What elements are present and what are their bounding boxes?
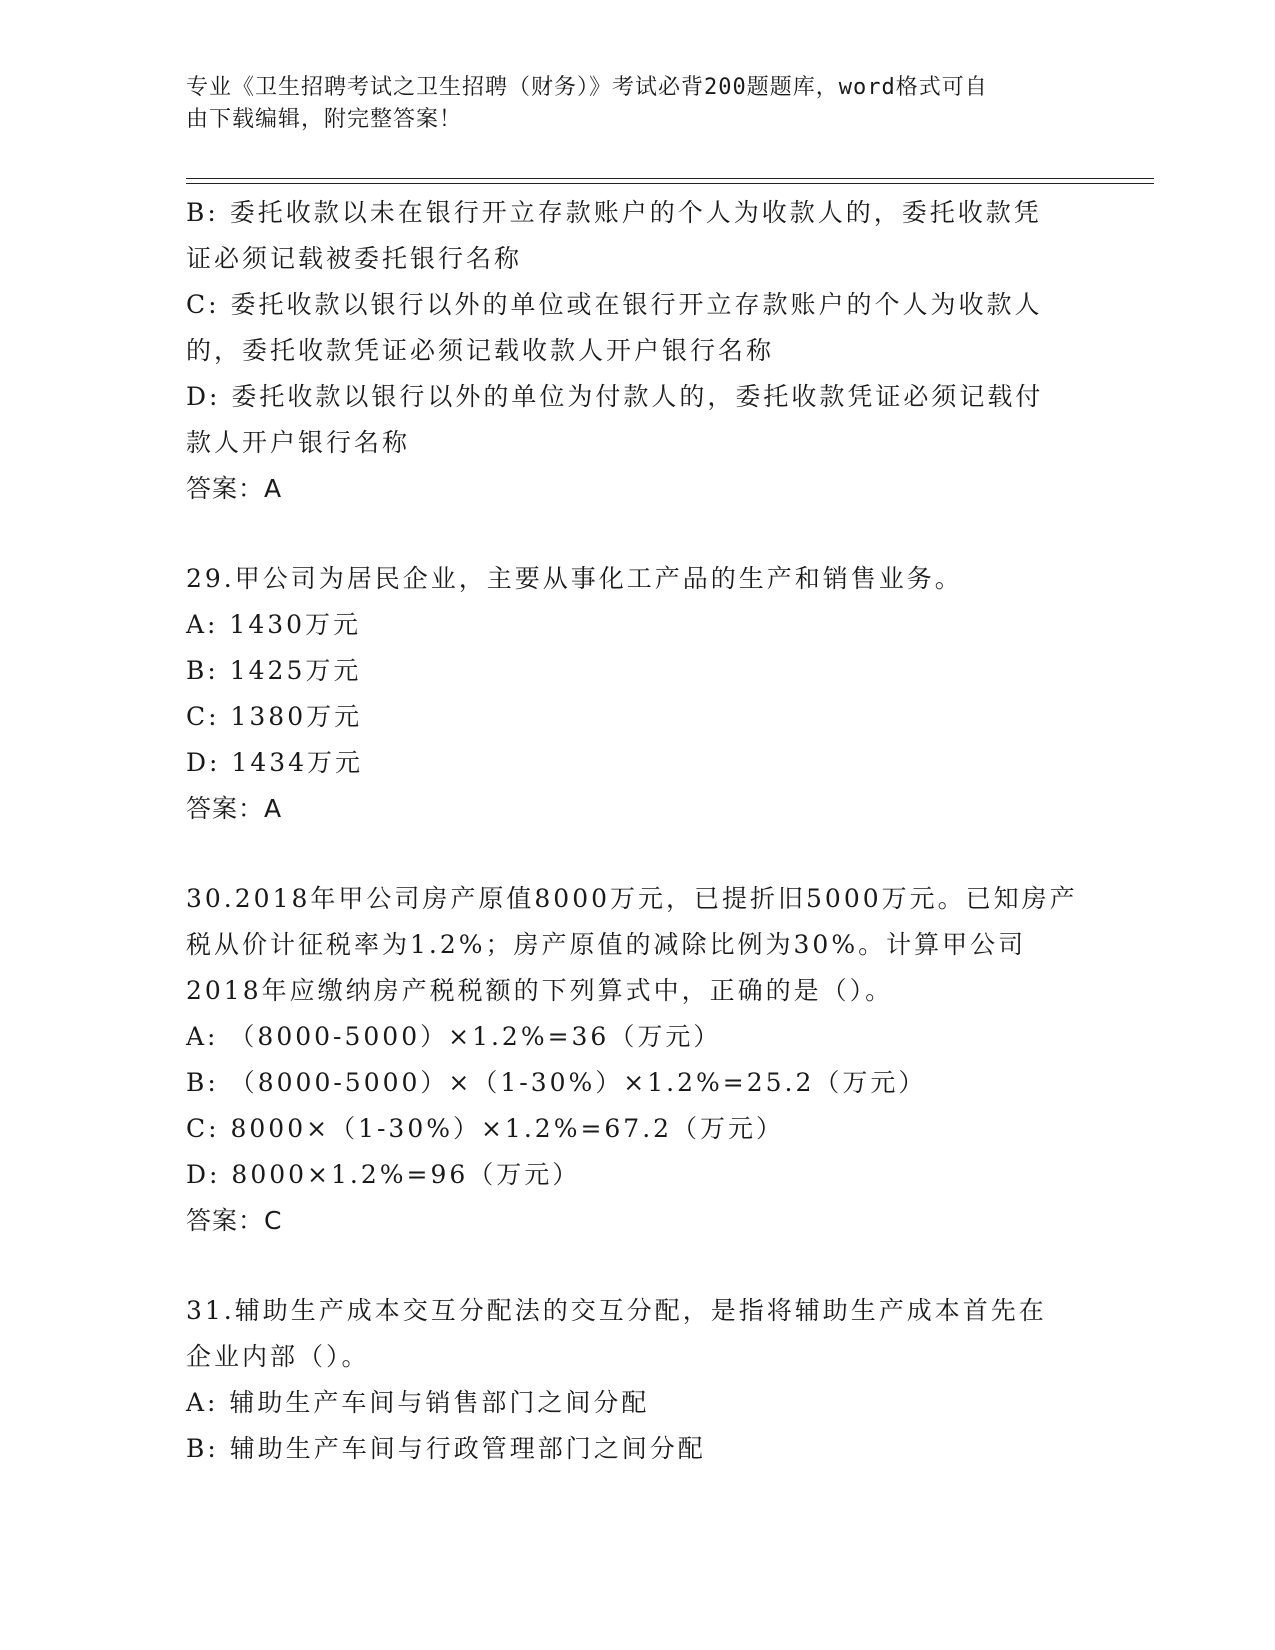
header-line-2: 由下载编辑，附完整答案！ xyxy=(186,107,463,132)
question-30-stem-line-2: 税从价计征税率为1.2%；房产原值的减除比例为30%。计算甲公司 xyxy=(186,930,1027,959)
question-30-stem-line-3: 2018年应缴纳房产税税额的下列算式中，正确的是（）。 xyxy=(186,976,894,1005)
question-28-option-b-line-1: B: 委托收款以未在银行开立存款账户的个人为收款人的，委托收款凭 xyxy=(186,198,1042,227)
document-body xyxy=(186,190,1086,1472)
spacer xyxy=(186,832,1086,876)
spacer xyxy=(186,512,1086,556)
question-29-option-a: A: 1430万元 xyxy=(186,610,362,639)
question-30-option-c: C: 8000×（1-30%）×1.2%=67.2（万元） xyxy=(186,1114,785,1143)
question-29-stem: 29.甲公司为居民企业，主要从事化工产品的生产和销售业务。 xyxy=(186,564,963,593)
question-28-option-c-line-2: 的，委托收款凭证必须记载收款人开户银行名称 xyxy=(186,336,775,365)
question-30-stem-line-1: 30.2018年甲公司房产原值8000万元，已提折旧5000万元。已知房产 xyxy=(186,884,1078,913)
question-28-option-d-line-1: D: 委托收款以银行以外的单位为付款人的，委托收款凭证必须记载付 xyxy=(186,382,1044,411)
header-line-1: 专业《卫生招聘考试之卫生招聘（财务）》考试必背200题题库，word格式可自 xyxy=(186,75,988,100)
question-29-answer: 答案：A xyxy=(186,794,283,823)
question-30-option-a: A: （8000-5000）×1.2%=36（万元） xyxy=(186,1022,722,1051)
question-31-block xyxy=(186,1288,1086,1472)
question-29-block xyxy=(186,556,1086,832)
question-31-stem-line-1: 31.辅助生产成本交互分配法的交互分配，是指将辅助生产成本首先在 xyxy=(186,1296,1047,1325)
question-29-option-b: B: 1425万元 xyxy=(186,656,362,685)
question-31-option-b: B: 辅助生产车间与行政管理部门之间分配 xyxy=(186,1434,706,1463)
question-31-stem-line-2: 企业内部（）。 xyxy=(186,1342,370,1371)
header-divider-top xyxy=(186,178,1154,179)
question-31-option-a: A: 辅助生产车间与销售部门之间分配 xyxy=(186,1388,650,1417)
question-30-option-d: D: 8000×1.2%=96（万元） xyxy=(186,1160,581,1189)
question-28-option-b-line-2: 证必须记载被委托银行名称 xyxy=(186,244,523,273)
question-30-answer: 答案：C xyxy=(186,1206,283,1235)
question-28-option-c-line-1: C: 委托收款以银行以外的单位或在银行开立存款账户的个人为收款人 xyxy=(186,290,1043,319)
header-divider-bottom xyxy=(186,183,1154,184)
question-29-option-d: D: 1434万元 xyxy=(186,748,364,777)
question-30-option-b: B: （8000-5000）×（1-30%）×1.2%=25.2（万元） xyxy=(186,1068,927,1097)
question-28-answer: 答案：A xyxy=(186,474,283,503)
document-header xyxy=(186,72,1076,136)
question-28-option-d-line-2: 款人开户银行名称 xyxy=(186,428,411,457)
question-28-block xyxy=(186,190,1086,512)
spacer xyxy=(186,1244,1086,1288)
question-29-option-c: C: 1380万元 xyxy=(186,702,363,731)
question-30-block xyxy=(186,876,1086,1244)
